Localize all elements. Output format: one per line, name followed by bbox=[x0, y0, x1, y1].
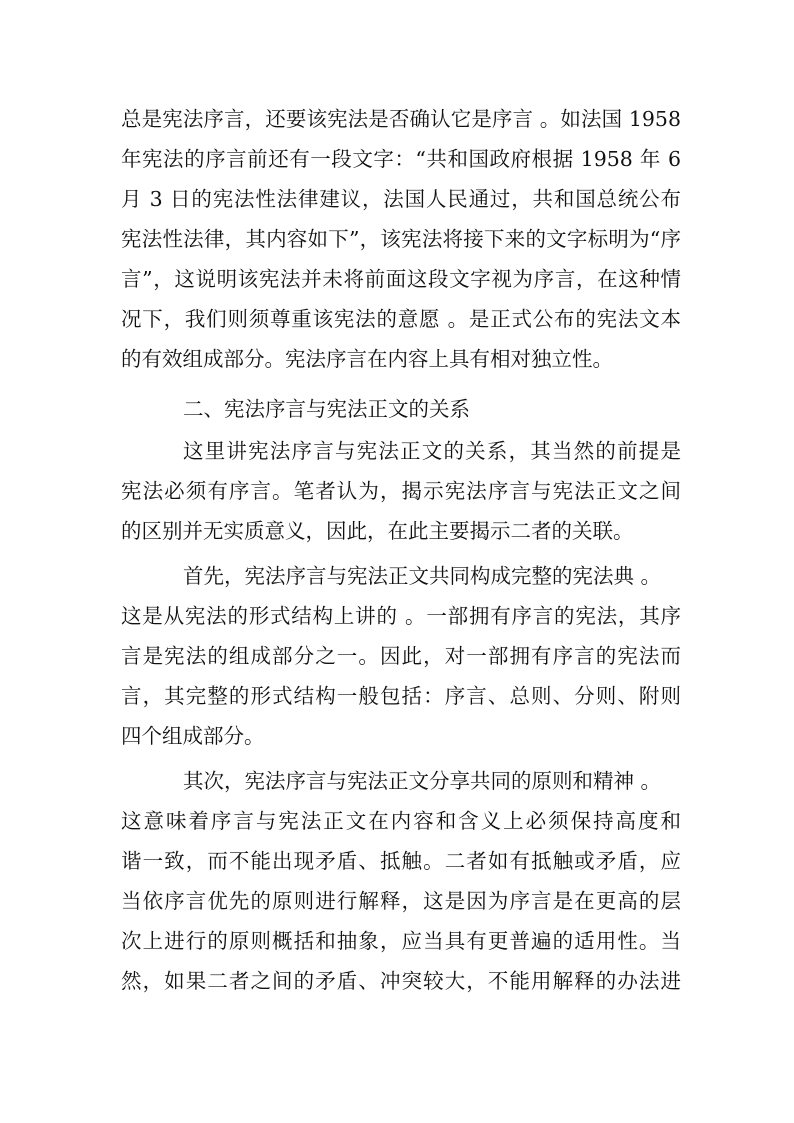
text-line: 总是宪法序言，还要该宪法是否确认它是序言 。如法国 1958 bbox=[121, 107, 681, 131]
text-line: 的区别并无实质意义，因此，在此主要揭示二者的关联。 bbox=[121, 519, 634, 543]
text-line: 况下，我们则须尊重该宪法的意愿 。是正式公布的宪法文本 bbox=[121, 307, 681, 331]
text-line: 次上进行的原则概括和抽象，应当具有更普遍的适用性。当 bbox=[121, 929, 681, 953]
text-line: 当依序言优先的原则进行解释，这是因为序言是在更高的层 bbox=[121, 889, 681, 913]
text-line: 的有效组成部分。宪法序言在内容上具有相对独立性。 bbox=[121, 347, 613, 371]
text-line: 言是宪法的组成部分之一。因此，对一部拥有序言的宪法而 bbox=[121, 644, 681, 668]
text-line: 月 3 日的宪法性法律建议，法国人民通过，共和国总统公布 bbox=[121, 187, 681, 211]
text-line: 宪法性法律，其内容如下”，该宪法将接下来的文字标明为“序 bbox=[121, 227, 681, 251]
text-line: 其次，宪法序言与宪法正文分享共同的原则和精神 。 bbox=[183, 769, 662, 793]
text-line: 四个组成部分。 bbox=[121, 724, 265, 748]
text-line: 言”，这说明该宪法并未将前面这段文字视为序言，在这种情 bbox=[121, 267, 681, 291]
text-line: 这意味着序言与宪法正文在内容和含义上必须保持高度和 bbox=[121, 809, 681, 833]
text-line: 宪法必须有序言。笔者认为，揭示宪法序言与宪法正文之间 bbox=[121, 479, 681, 503]
text-line: 然，如果二者之间的矛盾、冲突较大，不能用解释的办法进 bbox=[121, 969, 681, 993]
text-line: 谐一致，而不能出现矛盾、抵触。二者如有抵触或矛盾，应 bbox=[121, 849, 681, 873]
text-line: 这里讲宪法序言与宪法正文的关系，其当然的前提是 bbox=[183, 439, 681, 463]
text-line: 首先，宪法序言与宪法正文共同构成完整的宪法典 。 bbox=[183, 564, 662, 588]
section-heading: 二、宪法序言与宪法正文的关系 bbox=[183, 397, 470, 421]
text-line: 这是从宪法的形式结构上讲的 。一部拥有序言的宪法，其序 bbox=[121, 604, 681, 628]
text-line: 年宪法的序言前还有一段文字：“共和国政府根据 1958 年 6 bbox=[121, 147, 681, 171]
text-line: 言，其完整的形式结构一般包括：序言、总则、分则、附则 bbox=[121, 684, 681, 708]
